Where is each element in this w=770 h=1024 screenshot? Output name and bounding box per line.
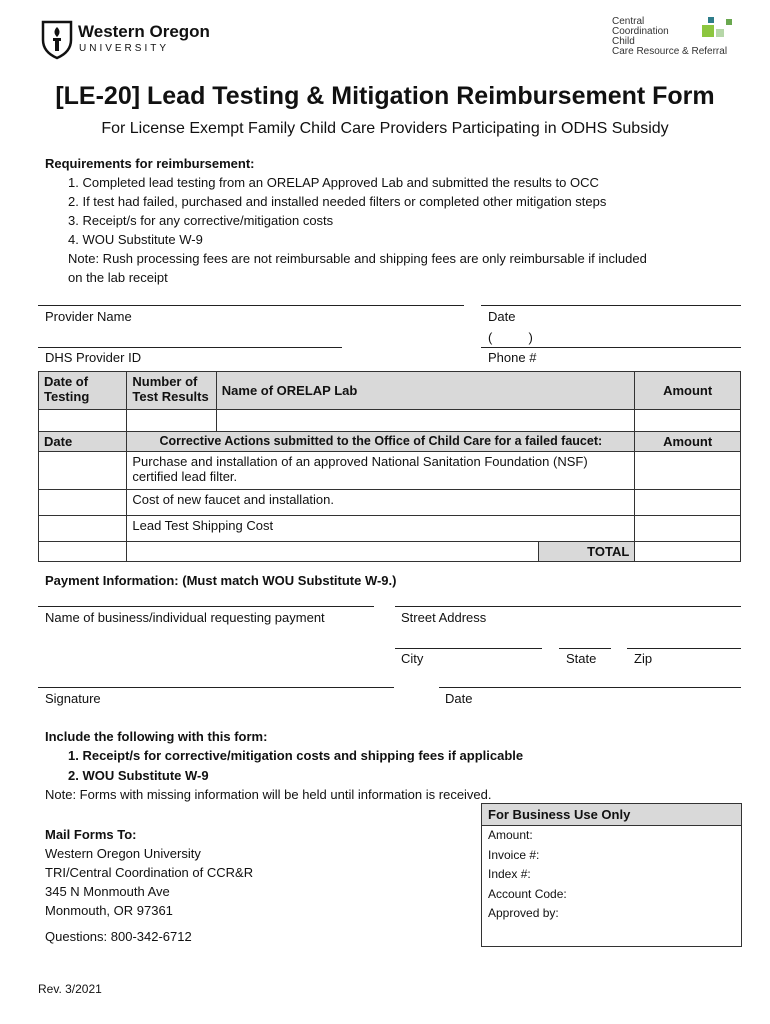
input-amount[interactable] [635, 410, 741, 432]
signature-date-label: Date [445, 691, 473, 706]
wou-logo [40, 18, 210, 60]
input-date-1[interactable] [39, 452, 127, 490]
revision: Rev. 3/2021 [38, 982, 102, 996]
input-amount-2[interactable] [635, 490, 741, 516]
ccr-line3: Child [612, 36, 635, 47]
corrective-item-faucet: Cost of new faucet and installation. [127, 490, 635, 516]
business-name-line[interactable] [38, 606, 374, 607]
business-field: Index #: [488, 867, 531, 881]
city-label: City [401, 651, 424, 666]
date-label: Date [488, 309, 516, 324]
mail-line: TRI/Central Coordination of CCR&R [45, 865, 254, 880]
requirements-heading: Requirements for reimbursement: [45, 156, 255, 171]
requirements-note-1: Note: Rush processing fees are not reimbursable and shipping fees are only reimbursable if included [68, 251, 647, 266]
mail-line: Monmouth, OR 97361 [45, 903, 173, 918]
include-note: Note: Forms with missing information will be held until information is received. [45, 787, 492, 802]
business-field: Amount: [488, 828, 533, 842]
cost-table [38, 371, 741, 562]
requirement-item: 4. WOU Substitute W-9 [68, 232, 203, 247]
business-use-heading: For Business Use Only [482, 804, 741, 826]
street-label: Street Address [401, 610, 487, 625]
include-item: 2. WOU Substitute W-9 [68, 768, 209, 783]
input-lab-name[interactable] [216, 410, 635, 432]
zip-label: Zip [634, 651, 653, 666]
header-amount-2: Amount [635, 432, 741, 452]
input-date-4[interactable] [39, 542, 127, 562]
page-title: [LE-20] Lead Testing & Mitigation Reimbursement Form [55, 82, 715, 110]
input-amount-1[interactable] [635, 452, 741, 490]
signature-label: Signature [45, 691, 101, 706]
page-subtitle: For License Exempt Family Child Care Providers Participating in ODHS Subsidy [101, 120, 669, 137]
ccr-line4: Care Resource & Referral [612, 46, 728, 57]
ccr-line1: Central [612, 16, 645, 27]
wou-torch-icon [40, 18, 74, 60]
payment-heading: Payment Information: (Must match WOU Substitute W-9.) [45, 573, 397, 588]
total-label: TOTAL [538, 542, 635, 562]
requirement-item: 2. If test had failed, purchased and installed needed filters or completed other mitigation steps [68, 194, 607, 209]
header-date-of-testing: Date of Testing [39, 372, 127, 410]
include-item: 1. Receipt/s for corrective/mitigation costs and shipping fees if applicable [68, 748, 524, 763]
phone-line[interactable] [481, 347, 741, 348]
header-corrective-actions: Corrective Actions submitted to the Office of Child Care for a failed faucet: [127, 432, 635, 452]
requirement-item: 1. Completed lead testing from an ORELAP Approved Lab and submitted the results to OCC [68, 175, 599, 190]
provider-name-label: Provider Name [45, 309, 132, 324]
requirements-note-2: on the lab receipt [68, 270, 168, 285]
mail-heading: Mail Forms To: [45, 827, 137, 842]
mail-line: Western Oregon University [45, 846, 201, 861]
ccr-line2: Coordination [612, 26, 669, 37]
header-number-of-results: Number of Test Results [127, 372, 216, 410]
state-label: State [566, 651, 597, 666]
input-date-3[interactable] [39, 516, 127, 542]
business-field: Approved by: [488, 906, 559, 920]
street-line[interactable] [395, 606, 741, 607]
input-date-2[interactable] [39, 490, 127, 516]
phone-label: Phone # [488, 350, 537, 365]
provider-id-line[interactable] [38, 347, 342, 348]
provider-name-line[interactable] [38, 305, 464, 306]
mail-line: 345 N Monmouth Ave [45, 884, 170, 899]
signature-line[interactable] [38, 687, 394, 688]
signature-date-line[interactable] [439, 687, 741, 688]
city-line[interactable] [395, 648, 542, 649]
header-amount: Amount [635, 372, 741, 410]
input-number-of-results[interactable] [127, 410, 216, 432]
header-lab-name: Name of ORELAP Lab [216, 372, 635, 410]
questions-phone: Questions: 800-342-6712 [45, 929, 192, 944]
business-name-label: Name of business/individual requesting payment [45, 610, 325, 625]
input-date-of-testing[interactable] [39, 410, 127, 432]
ccr-squares-icon [702, 17, 742, 47]
input-amount-3[interactable] [635, 516, 741, 542]
corrective-item-shipping: Lead Test Shipping Cost [127, 516, 635, 542]
header-date: Date [39, 432, 127, 452]
wou-name: Western Oregon [78, 22, 210, 41]
ccr-logo [612, 17, 742, 59]
input-total[interactable] [635, 542, 741, 562]
business-field: Account Code: [488, 886, 567, 901]
zip-line[interactable] [627, 648, 741, 649]
phone-paren: ( ) [488, 330, 533, 345]
include-heading: Include the following with this form: [45, 729, 268, 744]
provider-id-label: DHS Provider ID [45, 350, 142, 365]
business-field: Invoice #: [488, 847, 540, 862]
state-line[interactable] [559, 648, 611, 649]
corrective-item-filter: Purchase and installation of an approved National Sanitation Foundation (NSF) certified lead filter. [127, 452, 635, 490]
wou-sub: UNIVERSITY [79, 43, 170, 54]
blank-cell [127, 542, 538, 562]
business-use-box [481, 803, 742, 947]
requirement-item: 3. Receipt/s for any corrective/mitigation costs [68, 213, 334, 228]
date-line[interactable] [481, 305, 741, 306]
